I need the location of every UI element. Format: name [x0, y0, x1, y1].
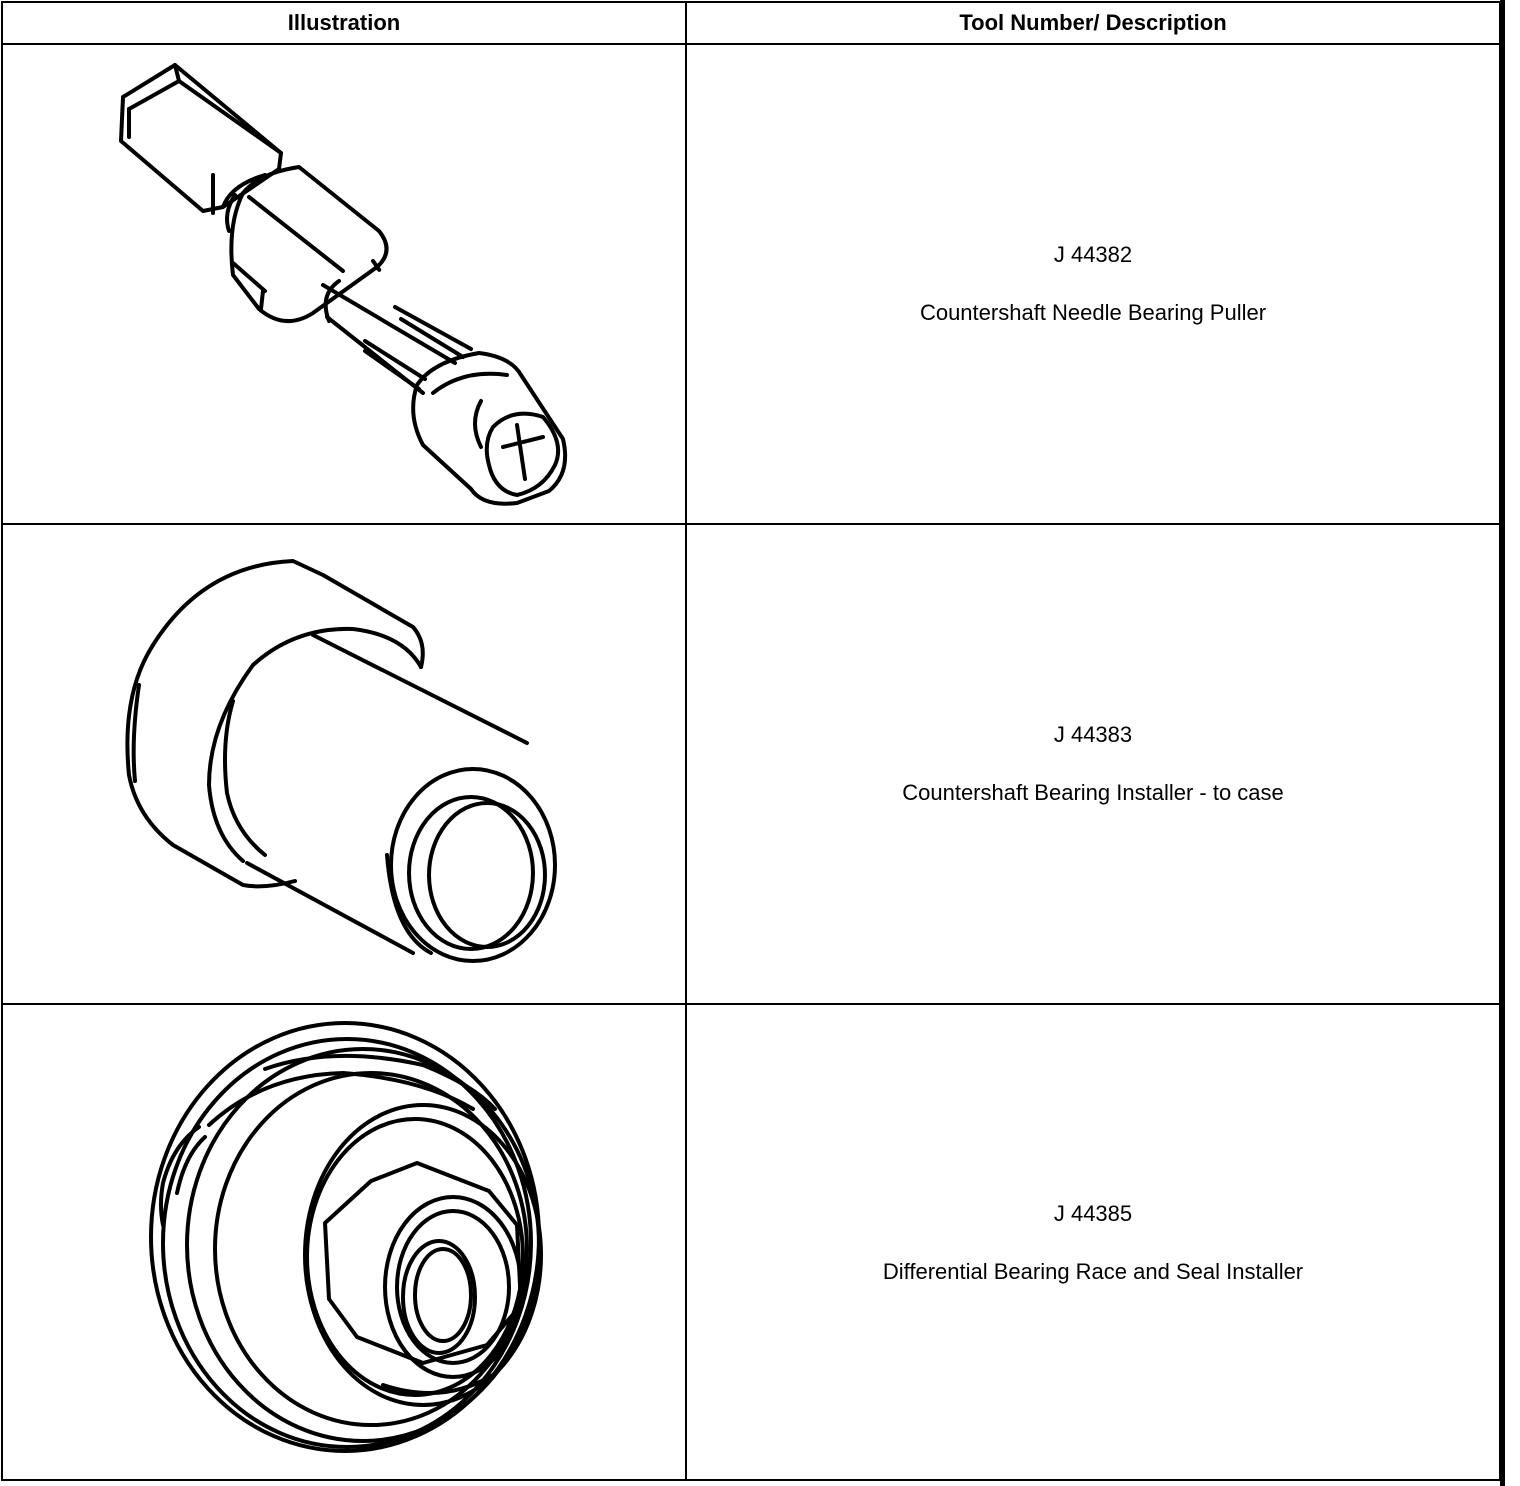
tool-number: J 44383 [1053, 722, 1133, 747]
table-row [3, 1005, 1499, 1481]
needle-bearing-puller-illustration [3, 45, 687, 523]
table-right-edge [1500, 0, 1505, 1486]
description-cell [687, 45, 1499, 523]
tool-description: Countershaft Needle Bearing Puller [919, 300, 1267, 325]
table-row [3, 525, 1499, 1005]
tool-number: J 44382 [1053, 242, 1133, 267]
header-tool-description: Tool Number/ Description [687, 3, 1499, 45]
header-illustration: Illustration [3, 3, 687, 45]
illustration-cell [3, 525, 687, 1003]
tool-description: Countershaft Bearing Installer - to case [902, 780, 1284, 805]
table-row [3, 45, 1499, 525]
race-seal-installer-illustration [3, 1005, 687, 1481]
tool-number: J 44385 [1053, 1201, 1133, 1226]
illustration-cell [3, 45, 687, 523]
illustration-cell [3, 1005, 687, 1481]
tool-description: Differential Bearing Race and Seal Installer [882, 1259, 1304, 1284]
special-tools-table [1, 1, 1501, 1481]
description-cell [687, 525, 1499, 1003]
bearing-installer-illustration [3, 525, 687, 1003]
description-cell [687, 1005, 1499, 1481]
